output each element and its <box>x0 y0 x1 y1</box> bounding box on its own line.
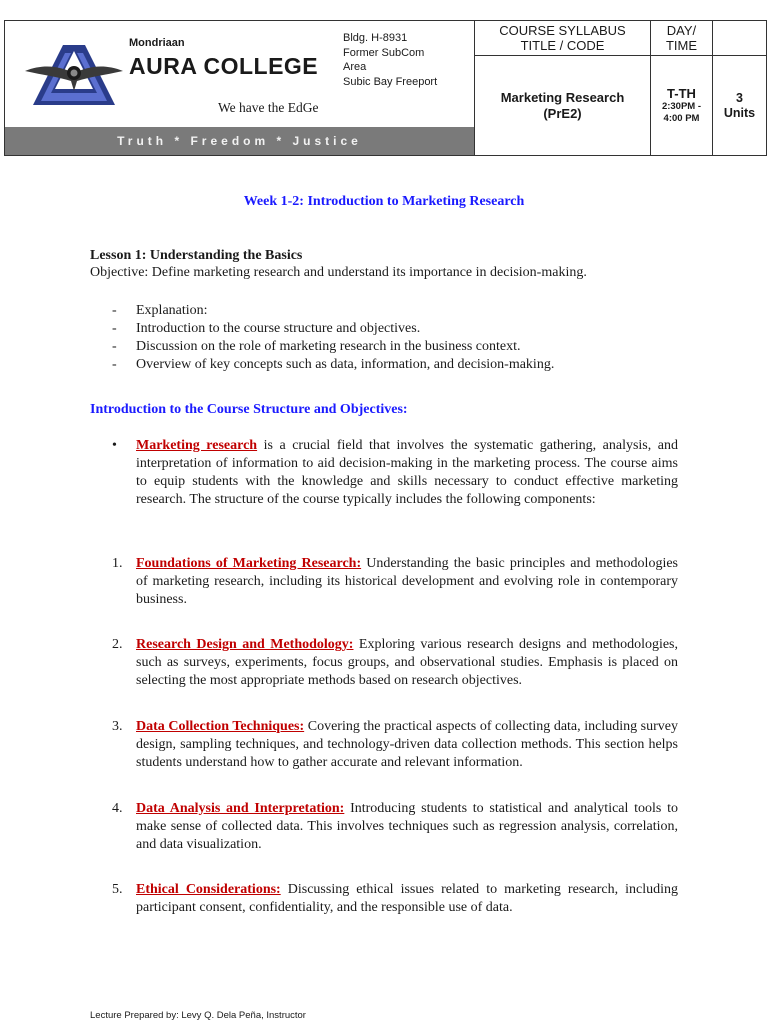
item-paragraph <box>136 881 678 917</box>
units-label: Units <box>723 105 756 120</box>
course-title-cell <box>475 56 651 156</box>
paragraph-text: Exploring various research designs and methodologies, such as surveys, experiments, focus groups, and observational studies. Emphasis is placed on selecting the most appropriate methods based on research objectives. <box>136 637 679 688</box>
address-line: Former SubCom <box>343 46 425 59</box>
paragraph-text: Covering the practical aspects of collecting data, including survey design, sampling techniques, and technology-driven data collection methods. This section helps students understand how to gather accurate and relevant information. <box>136 719 678 770</box>
units-cell <box>713 56 767 156</box>
syllabus-header <box>4 20 767 156</box>
schedule-day: T-TH <box>667 86 696 101</box>
item-number: 3. <box>112 719 123 734</box>
address-line: Area <box>343 61 367 73</box>
term-highlight: Research Design and Methodology: <box>136 637 354 652</box>
list-item: - Introduction to the course structure and objectives. <box>112 320 554 338</box>
schedule-cell <box>651 56 713 156</box>
time-label: TIME <box>665 38 698 53</box>
paragraph-text: is a crucial field that involves the systematic gathering, analysis, and interpretation of information to aid decision-making in the marketing process. The course aims to equip students with the knowledge and skills necessary to conduct effective marketing research. The structure of the course typically includes the following components: <box>136 438 678 507</box>
lesson-objective: Objective: Define marketing research and understand its importance in decision-making. <box>90 265 587 280</box>
lesson-title: Lesson 1: Understanding the Basics <box>90 248 303 263</box>
item-paragraph <box>136 636 678 690</box>
item-number: 1. <box>112 556 123 571</box>
bullet-paragraph <box>136 437 678 509</box>
term-highlight: Data Analysis and Interpretation: <box>136 801 345 816</box>
numbered-item <box>112 881 678 917</box>
numbered-item <box>112 636 678 690</box>
term-highlight: Data Collection Techniques: <box>136 719 305 734</box>
term-highlight: Foundations of Marketing Research: <box>136 556 362 571</box>
school-address <box>343 31 468 89</box>
syllabus-label: COURSE SYLLABUS <box>499 23 626 38</box>
logo-cell <box>5 21 475 156</box>
schedule-time-end: 4:00 PM <box>663 113 700 124</box>
address-line: Subic Bay Freeport <box>343 75 438 88</box>
units-number: 3 <box>736 90 743 105</box>
list-item: - Discussion on the role of marketing research in the business context. <box>112 338 554 356</box>
numbered-item <box>112 555 678 609</box>
numbered-item <box>112 800 678 854</box>
item-number: 4. <box>112 801 123 816</box>
paragraph-text: Discussing ethical issues related to marketing research, including participant consent, confidentiality, and the responsible use of data. <box>136 882 678 915</box>
item-paragraph <box>136 718 678 772</box>
daytime-label-cell <box>651 21 713 56</box>
intro-bullet <box>112 437 678 509</box>
course-title: Marketing Research <box>500 89 625 105</box>
school-prefix: Mondriaan <box>129 37 185 49</box>
school-motto: We have the EdGe <box>218 100 319 115</box>
list-item: - Overview of key concepts such as data, information, and decision-making. <box>112 356 554 374</box>
lesson-outline-list <box>112 302 554 374</box>
address-line: Bldg. H-8931 <box>343 32 408 44</box>
tagline-bar: Truth * Freedom * Justice <box>5 127 474 155</box>
item-number: 2. <box>112 637 123 652</box>
bullet-icon: • <box>112 438 117 453</box>
empty-header-cell <box>713 21 767 56</box>
term-highlight: Marketing research <box>136 438 258 453</box>
numbered-item <box>112 718 678 772</box>
item-number: 5. <box>112 882 123 897</box>
item-paragraph <box>136 555 678 609</box>
week-title: Week 1-2: Introduction to Marketing Research <box>243 194 525 209</box>
syllabus-label-cell <box>475 21 651 56</box>
schedule-time-start: 2:30PM - <box>661 101 702 112</box>
school-name: AURA COLLEGE <box>129 53 319 79</box>
footer-credit: Lecture Prepared by: Levy Q. Dela Peña, Instructor <box>90 1010 306 1021</box>
term-highlight: Ethical Considerations: <box>136 882 281 897</box>
college-logo-icon <box>25 33 123 115</box>
item-paragraph <box>136 800 678 854</box>
list-item: - Explanation: <box>112 302 554 320</box>
section-heading: Introduction to the Course Structure and Objectives: <box>90 402 408 417</box>
title-code-label: TITLE / CODE <box>520 38 605 53</box>
day-label: DAY/ <box>666 23 697 38</box>
course-code: (PrE2) <box>543 105 582 121</box>
paragraph-text: Introducing students to statistical and analytical tools to make sense of collected data. This involves techniques such as regression analysis, correlation, and data visualization. <box>136 801 679 852</box>
paragraph-text: Understanding the basic principles and methodologies of marketing research, including its historical development and evolving role in contemporary business. <box>136 556 679 607</box>
